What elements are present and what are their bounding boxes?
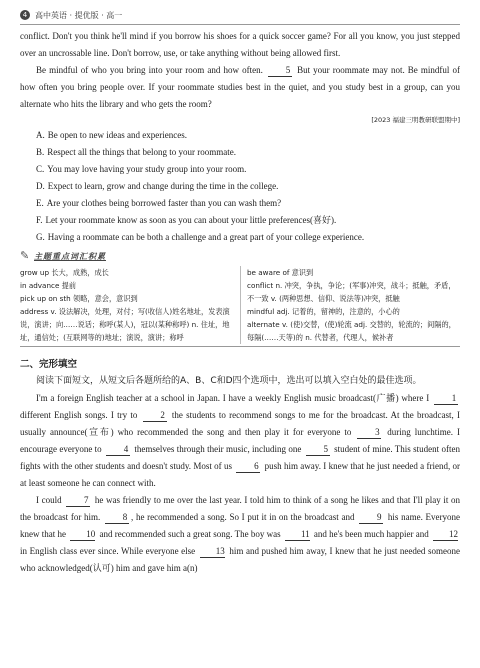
blank-3[interactable]: 3: [357, 427, 381, 439]
blank-8[interactable]: 8: [105, 512, 129, 524]
blank-11[interactable]: 11: [285, 529, 310, 541]
option-a[interactable]: A. Be open to new ideas and experiences.: [36, 130, 187, 140]
passage-text: But your roommate may not. Be mindful of how often you bring people over. If your roommate studies best in the quiet, and you study best in a group, can you alternate who hits the library and who gets the room?: [20, 65, 461, 109]
vocab-entry: in advance 提前: [20, 281, 77, 290]
vocab-entry: pick up on sth 领略，意会，意识到: [20, 294, 138, 303]
blank-5[interactable]: 5: [306, 444, 330, 456]
option-e[interactable]: E. Are your clothes being borrowed faster than you can wash them?: [36, 198, 282, 208]
blank-7[interactable]: 7: [66, 495, 90, 507]
blank-12[interactable]: 12: [433, 529, 458, 541]
option-d[interactable]: D. Expect to learn, grow and change during the time in the college.: [36, 181, 279, 191]
page-header: [20, 6, 460, 24]
section-title: 二、完形填空: [20, 359, 78, 370]
vocab-table: [20, 266, 460, 344]
blank-13[interactable]: 13: [200, 546, 225, 558]
blank-5[interactable]: 5: [268, 65, 292, 77]
vocab-column-left: [20, 266, 240, 344]
option-c[interactable]: C. You may love having your study group into your room.: [36, 164, 247, 174]
vocab-entry: mindful adj. 记着的，留神的，注意的，小心的: [247, 307, 400, 316]
pencil-icon: ✎: [20, 250, 30, 262]
vocab-entry: conflict n. 冲突，争执，争论；(军事)冲突，战斗；抵触，矛盾，不一致 v. (两种思想、信仰、说法等)冲突，抵触: [247, 281, 456, 303]
blank-1[interactable]: 1: [434, 393, 458, 405]
section-divider: [20, 346, 460, 347]
vocab-banner-label: 主题重点词汇积累: [34, 252, 106, 261]
section-instruction: 阅读下面短文，从短文后各题所给的A、B、C和D四个选项中，选出可以填入空白处的最佳选项。: [36, 376, 422, 386]
page-content: [20, 28, 460, 577]
cloze-paragraph: I could 7 he was friendly to me over the last year. I told him to think of a song he likes and that I'll play it on the broadcast for him. 8 , he recommended a song. So I put it in on the broadcast and 9 his name. Everyone knew that he 10 and recommended such a great song. The boy was 11 and he's been much happier and 12 in English class ever since. While everyone else 13 him and pushed him away, I knew that he just needed someone who acknowledged(认可) him and gave him a(n): [20, 495, 461, 573]
blank-2[interactable]: 2: [143, 410, 167, 422]
vocab-entry: be aware of 意识到: [247, 268, 314, 277]
option-g[interactable]: G. Having a roommate can be both a challenge and a great part of your college experience.: [36, 232, 365, 242]
passage-paragraph: conflict. Don't you think he'll mind if you borrow his shoes for a quick soccer game? For all you know, you just stepped over an uncrossable line. Don't borrow, use, or take anything without being allowed first.: [20, 31, 460, 58]
passage-text: Be mindful of who you bring into your room and how often.: [36, 65, 263, 75]
cloze-paragraph: I'm a foreign English teacher at a school in Japan. I have a weekly English music broadcast(广播) where I 1 different English songs. I try to 2 the students to recommend songs to me for the broadcast. At the broadcast, I usually announce(宣布) who recommended the song and then play it for everyone to 3 during lunchtime. I encourage everyone to 4 themselves through their music, including one 5 student of mine. This student often fights with the other students and doesn't study. Most of us 6 push him away. I knew that he just needed a friend, or at least someone he can connect with.: [20, 393, 461, 488]
vocab-entry: alternate v. (使)交替，(使)轮流 adj. 交替的，轮流的；间隔的，每隔(……天等)的 n. 代替者，代理人，候补者: [247, 320, 456, 342]
vocab-entry: address v. 设法解决，处理，对付；写(收信人)姓名地址，发表演说，演讲；向……说话；称呼(某人)，冠以(某种称呼) n. 住址，地址，通信处；(互联网等的)地址；演说，演讲；称呼: [20, 307, 230, 342]
book-title: 高中英语 · 提优版 · 高一: [35, 10, 123, 20]
vocab-column-right: [240, 266, 460, 344]
question-source: [2023 福建三明教研联盟期中]: [371, 116, 460, 124]
blank-9[interactable]: 9: [359, 512, 383, 524]
answer-options: [36, 127, 460, 246]
blank-6[interactable]: 6: [236, 461, 260, 473]
header-divider: [20, 24, 460, 25]
vocab-entry: grow up 长大，成熟，成长: [20, 268, 109, 277]
option-b[interactable]: B. Respect all the things that belong to your roommate.: [36, 147, 236, 157]
page-number: 4: [20, 10, 30, 20]
vocab-banner: [20, 248, 460, 264]
blank-4[interactable]: 4: [106, 444, 130, 456]
option-f[interactable]: F. Let your roommate know as soon as you can about your little preferences(喜好).: [36, 215, 337, 225]
blank-10[interactable]: 10: [70, 529, 95, 541]
passage-paragraph: [20, 62, 460, 113]
